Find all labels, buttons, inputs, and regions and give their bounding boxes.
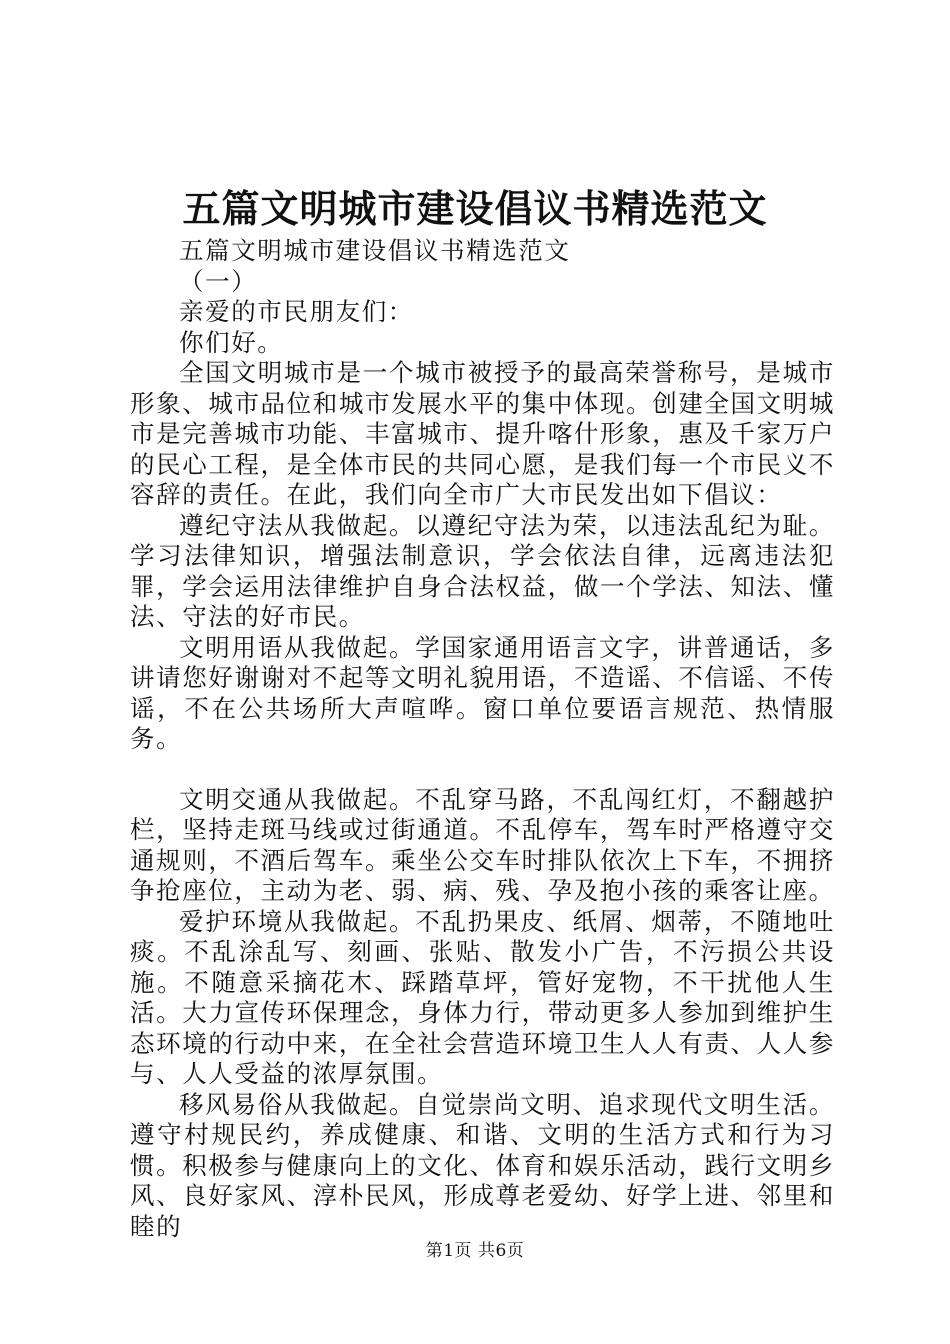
paragraph-law: 遵纪守法从我做起。以遵纪守法为荣，以违法乱纪为耻。学习法律知识，增强法制意识，学会依法自律，远离违法犯罪，学会运用法律维护自身合法权益，做一个学法、知法、懂法、守法的好市民。 bbox=[130, 510, 835, 631]
page-footer: 第1页 共6页 bbox=[425, 1241, 525, 1261]
document-body bbox=[130, 236, 835, 1242]
paragraph-intro: 全国文明城市是一个城市被授予的最高荣誉称号，是城市形象、城市品位和城市发展水平的集中体现。创建全国文明城市是完善城市功能、丰富城市、提升喀什形象，惠及千家万户的民心工程，是全体市民的共同心愿，是我们每一个市民义不容辞的责任。在此，我们向全市广大市民发出如下倡议： bbox=[130, 358, 835, 509]
paragraph-customs: 移风易俗从我做起。自觉崇尚文明、追求现代文明生活。遵守村规民约，养成健康、和谐、文明的生活方式和行为习惯。积极参与健康向上的文化、体育和娱乐活动，践行文明乡风、良好家风、淳朴民风，形成尊老爱幼、好学上进、邻里和睦的 bbox=[130, 1089, 835, 1241]
paragraph-subtitle: 五篇文明城市建设倡议书精选范文 bbox=[179, 236, 571, 265]
paragraph-traffic: 文明交通从我做起。不乱穿马路，不乱闯红灯，不翻越护栏，坚持走斑马线或过街通道。不乱停车，驾车时严格遵守交通规则，不酒后驾车。乘坐公交车时排队依次上下车，不拥挤争抢座位，主动为老、弱、病、残、孕及抱小孩的乘客让座。 bbox=[130, 784, 835, 905]
paragraph-language: 文明用语从我做起。学国家通用语言文字，讲普通话，多讲请您好谢谢对不起等文明礼貌用语，不造谣、不信谣、不传谣，不在公共场所大声喧哗。窗口单位要语言规范、热情服务。 bbox=[130, 632, 835, 753]
paragraph-environment: 爱护环境从我做起。不乱扔果皮、纸屑、烟蒂，不随地吐痰。不乱涂乱写、刻画、张贴、散发小广告，不污损公共设施。不随意采摘花木、踩踏草坪，管好宠物，不干扰他人生活。大力宣传环保理念，身体力行，带动更多人参加到维护生态环境的行动中来，在全社会营造环境卫生人人有责、人人参与、人人受益的浓厚氛围。 bbox=[130, 906, 835, 1088]
paragraph-section-number: （一） bbox=[179, 266, 258, 296]
paragraph-greeting: 你们好。 bbox=[179, 327, 284, 357]
paragraph-salutation: 亲爱的市民朋友们： bbox=[179, 297, 414, 326]
document-title: 五篇文明城市建设倡议书精选范文 bbox=[182, 186, 768, 231]
